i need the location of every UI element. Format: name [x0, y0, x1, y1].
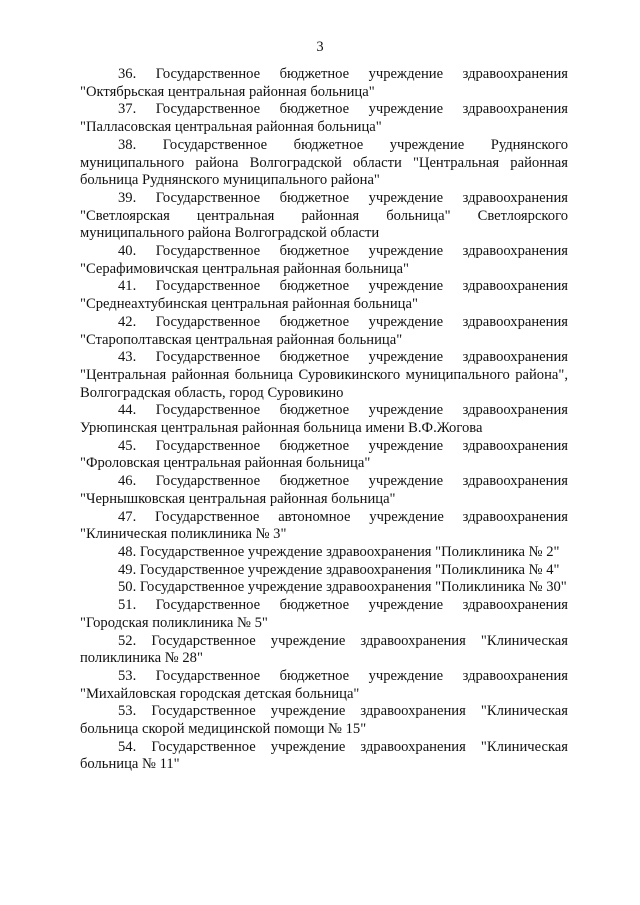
list-item: 39. Государственное бюджетное учреждение здравоохранения "Светлоярская центральная районная больница" Светлоярского муниципального района Волгоградской области: [80, 189, 568, 242]
list-item: 48. Государственное учреждение здравоохранения "Поликлиника № 2": [118, 543, 560, 560]
document-body: [80, 66, 568, 774]
list-item: 43. Государственное бюджетное учреждение здравоохранения "Центральная районная больница Суровикинского муниципального района", Волгоградская область, город Суровикино: [80, 349, 568, 401]
list-item: 50. Государственное учреждение здравоохранения "Поликлиника № 30": [118, 579, 567, 596]
list-item: 44. Государственное бюджетное учреждение здравоохранения Урюпинская центральная районная больница имени В.Ф.Жогова: [80, 402, 568, 437]
list-item: 53. Государственное учреждение здравоохранения "Клиническая больница скорой медицинской помощи № 15": [80, 703, 568, 738]
list-item: 41. Государственное бюджетное учреждение здравоохранения "Среднеахтубинская центральная районная больница": [80, 278, 568, 313]
list-item: 54. Государственное учреждение здравоохранения "Клиническая больница № 11": [80, 738, 568, 773]
list-item: 47. Государственное автономное учреждение здравоохранения "Клиническая поликлиника № 3": [80, 508, 568, 543]
list-item: 53. Государственное бюджетное учреждение здравоохранения "Михайловская городская детская больница": [80, 667, 568, 702]
list-item: 45. Государственное бюджетное учреждение здравоохранения "Фроловская центральная районная больница": [80, 437, 568, 472]
list-item: 42. Государственное бюджетное учреждение здравоохранения "Старополтавская центральная районная больница": [80, 313, 568, 348]
list-item: 40. Государственное бюджетное учреждение здравоохранения "Серафимовичская центральная районная больница": [80, 243, 568, 277]
list-item: 51. Государственное бюджетное учреждение здравоохранения "Городская поликлиника № 5": [80, 597, 568, 631]
list-item: 38. Государственное бюджетное учреждение Руднянского муниципального района Волгоградской области "Центральная районная больница Руднянского муниципального района": [80, 136, 568, 189]
list-item: 49. Государственное учреждение здравоохранения "Поликлиника № 4": [118, 561, 560, 578]
list-item: 36. Государственное бюджетное учреждение здравоохранения "Октябрьская центральная районная больница": [80, 66, 568, 100]
page-number: 3: [316, 39, 324, 55]
list-item: 46. Государственное бюджетное учреждение здравоохранения "Чернышковская центральная районная больница": [80, 473, 568, 507]
list-item: 37. Государственное бюджетное учреждение здравоохранения "Палласовская центральная районная больница": [80, 101, 568, 136]
list-item: 52. Государственное учреждение здравоохранения "Клиническая поликлиника № 28": [80, 632, 568, 667]
